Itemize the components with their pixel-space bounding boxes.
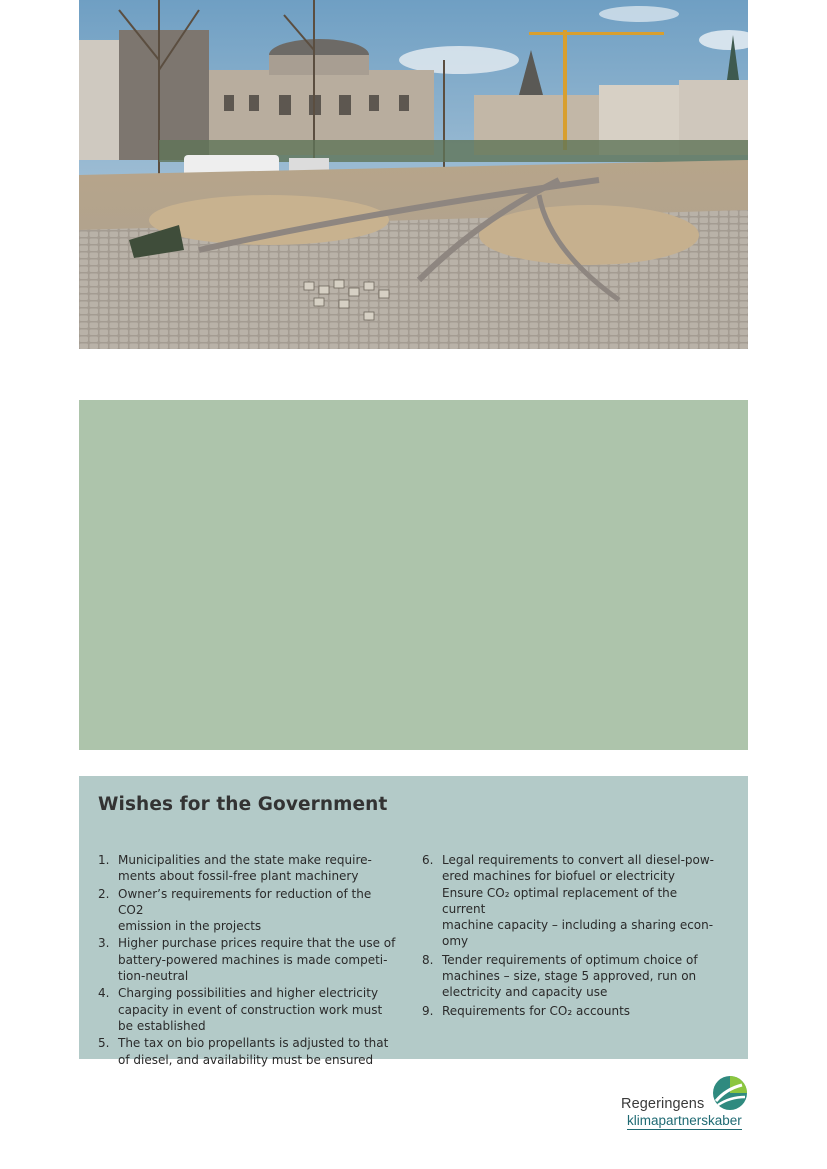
- item-number: 5.: [98, 1036, 110, 1051]
- green-panel: [79, 400, 748, 750]
- item-number: 4.: [98, 986, 110, 1001]
- klimapartnerskaber-logo-icon: [712, 1075, 748, 1111]
- item-line: The tax on bio propellants is adjusted to that: [118, 1036, 389, 1051]
- list-item: [98, 852, 398, 885]
- item-line: battery-powered machines is made competi-: [118, 952, 388, 967]
- item-line: be established: [118, 1018, 206, 1033]
- list-item: [422, 952, 722, 1001]
- construction-site-photo: [79, 0, 748, 349]
- item-line: Municipalities and the state make require-: [118, 853, 372, 867]
- item-line: Tender requirements of optimum choice of: [442, 952, 698, 967]
- list-item: [98, 1035, 398, 1068]
- item-number: 6.: [422, 853, 434, 867]
- item-number: 1.: [98, 853, 110, 867]
- list-item: [422, 1003, 722, 1019]
- wishes-list-right: [422, 852, 722, 1021]
- item-line: electricity and capacity use: [442, 985, 608, 1000]
- wishes-title: Wishes for the Government: [98, 794, 388, 815]
- logo-text-regeringens: Regeringens: [621, 1096, 705, 1112]
- logo-text-klimapartnerskaber: klimapartnerskaber: [627, 1113, 742, 1128]
- klimapartnerskaber-logo: [618, 1074, 750, 1132]
- item-number: 9.: [422, 1003, 434, 1018]
- item-number: 2.: [98, 886, 110, 901]
- item-line: Requirements for CO₂ accounts: [442, 1003, 631, 1018]
- item-line: omy: [442, 934, 469, 949]
- item-line: machines – size, stage 5 approved, run on: [442, 969, 697, 984]
- wishes-list-left: [98, 852, 398, 1069]
- item-line: ments about fossil-free plant machinery: [118, 869, 359, 884]
- item-number: 8.: [422, 952, 434, 967]
- item-line: ered machines for biofuel or electricity: [442, 869, 675, 884]
- item-number: 3.: [98, 936, 110, 951]
- list-item: [98, 886, 398, 935]
- item-line: Owner’s requirements for reduction of the CO2: [118, 886, 372, 917]
- item-line: machine capacity – including a sharing econ-: [442, 918, 714, 933]
- item-line: emission in the projects: [118, 919, 262, 934]
- item-line: Ensure CO₂ optimal replacement of the current: [442, 885, 678, 916]
- list-item: [422, 852, 722, 950]
- construction-site-photo-icon: [79, 0, 748, 349]
- item-line: capacity in event of construction work must: [118, 1002, 383, 1017]
- item-line: of diesel, and availability must be ensured: [118, 1052, 374, 1067]
- list-item: [98, 985, 398, 1034]
- item-line: tion-neutral: [118, 969, 189, 984]
- wishes-box: [79, 776, 748, 1067]
- list-item: [98, 935, 398, 984]
- item-line: Higher purchase prices require that the use of: [118, 936, 396, 951]
- item-line: Charging possibilities and higher electricity: [118, 986, 379, 1001]
- item-line: Legal requirements to convert all diesel-pow-: [442, 853, 715, 867]
